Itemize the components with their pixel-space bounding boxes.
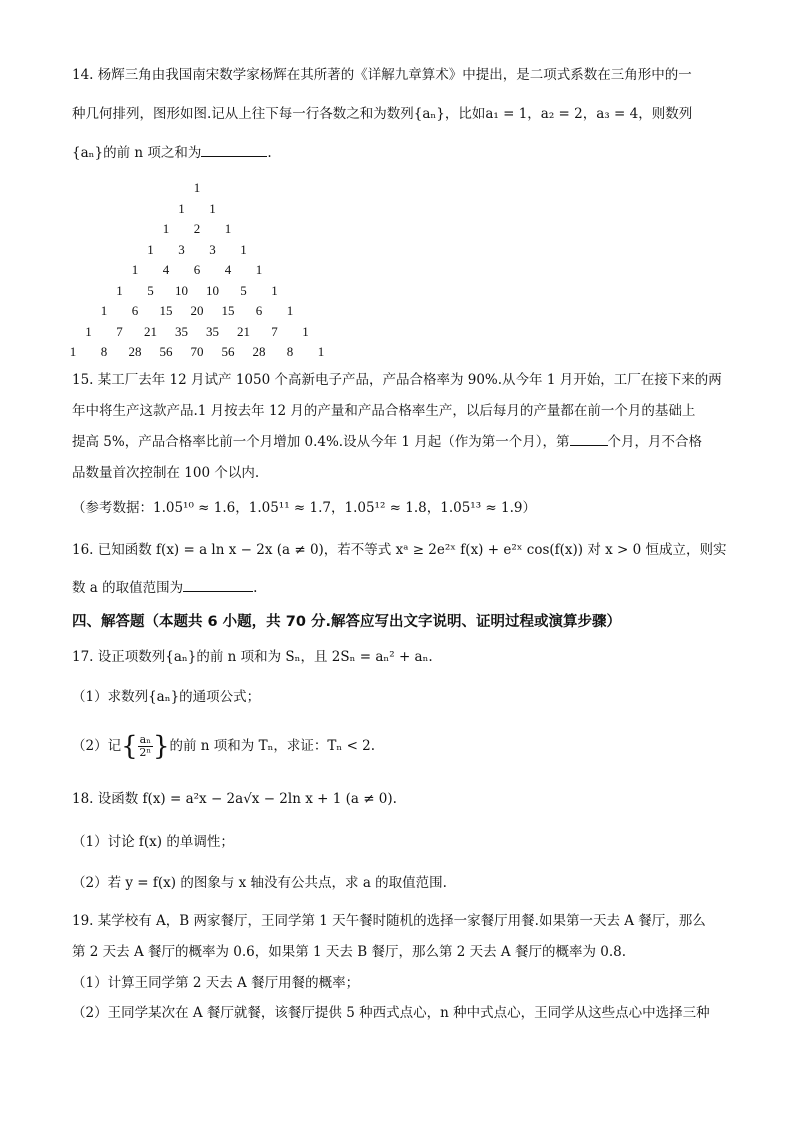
q17-part-2-prefix: （2）记: [72, 738, 122, 754]
triangle-row: [60, 221, 350, 241]
section-heading: 四、解答题（本题共 6 小题，共 70 分.解答应写出文字说明、证明过程或演算步骤）: [72, 614, 621, 630]
fraction-denominator: 2ⁿ: [139, 746, 152, 759]
triangle-row: [60, 283, 350, 303]
fraction: [138, 734, 153, 759]
triangle-row: [60, 242, 350, 262]
q19-part-1: （1）计算王同学第 2 天去 A 餐厅用餐的概率；: [72, 975, 360, 991]
q15-line-3: [72, 433, 702, 451]
q16-line-1: 16. 已知函数 f(x) = a ln x − 2x (a ≠ 0)，若不等式 xᵃ ≥ 2e²ˣ f(x) + e²ˣ cos(f(x)) 对 x > 0 恒成立，则实: [72, 542, 727, 558]
q17-part-1: （1）求数列{aₙ}的通项公式；: [72, 689, 261, 705]
triangle-number: 6: [193, 262, 201, 277]
triangle-number: 15: [159, 303, 173, 318]
q18-part-2: （2）若 y = f(x) 的图象与 x 轴没有公共点，求 a 的取值范围.: [72, 875, 447, 891]
triangle-number: 20: [190, 303, 204, 318]
triangle-number: 28: [252, 344, 266, 359]
q14-line-3-end: .: [267, 145, 272, 161]
q15-line-3-text: 提高 5%，产品合格率比前一个月增加 0.4%.设从今年 1 月起（作为第一个月），第: [72, 434, 570, 450]
q15-line-2: 年中将生产这款产品.1 月按去年 12 月的产量和产品合格率生产，以后每月的产量都在前一个月的基础上: [72, 403, 696, 419]
triangle-number: 1: [100, 303, 108, 318]
answer-blank[interactable]: [183, 579, 253, 592]
triangle-number: 8: [286, 344, 294, 359]
triangle-number: 8: [100, 344, 108, 359]
triangle-number: 7: [116, 323, 123, 339]
triangle-number: 10: [206, 282, 219, 298]
q15-reference-data: （参考数据：1.05¹⁰ ≈ 1.6，1.05¹¹ ≈ 1.7，1.05¹² ≈ 1.8，1.05¹³ ≈ 1.9）: [72, 500, 536, 516]
q17-part-2: [72, 731, 375, 761]
q17-part-2-suffix: 的前 n 项和为 Tₙ，求证：Tₙ < 2.: [169, 738, 376, 754]
q19-line-2: 第 2 天去 A 餐厅的概率为 0.6，如果第 1 天去 B 餐厅，那么第 2 天去 A 餐厅的概率为 0.8.: [72, 944, 626, 960]
left-brace: {: [121, 731, 138, 762]
triangle-number: 1: [209, 200, 216, 216]
triangle-number: 1: [224, 221, 232, 236]
triangle-number: 1: [178, 200, 185, 216]
q18-stem: 18. 设函数 f(x) = a²x − 2a√x − 2ln x + 1 (a ≠ 0).: [72, 791, 397, 807]
triangle-number: 1: [286, 303, 294, 318]
triangle-number: 3: [178, 241, 185, 257]
right-brace: }: [152, 731, 170, 762]
q19-line-1: 19. 某学校有 A，B 两家餐厅，王同学第 1 天午餐时随机的选择一家餐厅用餐.如果第一天去 A 餐厅，那么: [72, 913, 706, 929]
triangle-row: [60, 344, 350, 364]
triangle-number: 21: [237, 323, 250, 339]
triangle-number: 5: [147, 282, 154, 298]
q15-line-1: 15. 某工厂去年 12 月试产 1050 个高新电子产品，产品合格率为 90%.从今年 1 月开始，工厂在接下来的两: [72, 372, 722, 388]
triangle-number: 70: [190, 344, 204, 359]
q19-part-2: （2）王同学某次在 A 餐厅就餐，该餐厅提供 5 种西式点心，n 种中式点心，王同学从这些点心中选择三种: [72, 1005, 710, 1021]
q14-line-2: 种几何排列，图形如图.记从上往下每一行各数之和为数列{aₙ}，比如a₁ = 1，a₂ = 2，a₃ = 4，则数列: [72, 106, 693, 122]
q18-part-1: （1）讨论 f(x) 的单调性；: [72, 834, 234, 850]
triangle-number: 4: [224, 262, 232, 277]
triangle-number: 56: [159, 344, 173, 359]
triangle-number: 4: [162, 262, 170, 277]
triangle-row: [60, 201, 350, 221]
q14-line-1: 14. 杨辉三角由我国南宋数学家杨辉在其所著的《详解九章算术》中提出，是二项式系数在三角形中的一: [72, 67, 692, 83]
q14-line-3-text: {aₙ}的前 n 项之和为: [72, 145, 202, 161]
triangle-number: 3: [209, 241, 216, 257]
triangle-number: 1: [317, 344, 325, 359]
triangle-number: 7: [271, 323, 278, 339]
triangle-number: 35: [175, 323, 188, 339]
q17-stem: 17. 设正项数列{aₙ}的前 n 项和为 Sₙ，且 2Sₙ = aₙ² + aₙ.: [72, 649, 433, 665]
triangle-number: 35: [206, 323, 219, 339]
triangle-number: 28: [128, 344, 142, 359]
triangle-number: 1: [271, 282, 278, 298]
pascal-triangle-figure: [60, 180, 350, 360]
triangle-number: 15: [221, 303, 235, 318]
triangle-number: 1: [147, 241, 154, 257]
triangle-row: [60, 303, 350, 323]
q16-line-2-text: 数 a 的取值范围为: [72, 580, 184, 596]
q14-line-3: [72, 144, 272, 162]
fraction-numerator: aₙ: [139, 733, 151, 746]
triangle-number: 6: [255, 303, 263, 318]
triangle-number: 1: [116, 282, 123, 298]
triangle-number: 1: [193, 180, 201, 195]
q16-line-2-end: .: [253, 580, 258, 596]
triangle-number: 2: [193, 221, 201, 236]
triangle-number: 1: [240, 241, 247, 257]
triangle-number: 1: [69, 344, 77, 359]
triangle-row: [60, 262, 350, 282]
triangle-number: 6: [131, 303, 139, 318]
answer-blank[interactable]: [201, 144, 267, 157]
triangle-number: 56: [221, 344, 235, 359]
triangle-number: 5: [240, 282, 247, 298]
q15-line-3-end: 个月，月不合格: [607, 434, 703, 450]
triangle-number: 1: [302, 323, 309, 339]
answer-blank[interactable]: [570, 433, 608, 446]
q15-line-4: 品数量首次控制在 100 个以内.: [72, 465, 260, 481]
triangle-row: [60, 324, 350, 344]
triangle-number: 1: [162, 221, 170, 236]
triangle-row: [60, 180, 350, 200]
q16-line-2: [72, 579, 257, 597]
triangle-number: 1: [255, 262, 263, 277]
triangle-number: 21: [144, 323, 157, 339]
triangle-number: 1: [131, 262, 139, 277]
triangle-number: 1: [85, 323, 92, 339]
triangle-number: 10: [175, 282, 188, 298]
